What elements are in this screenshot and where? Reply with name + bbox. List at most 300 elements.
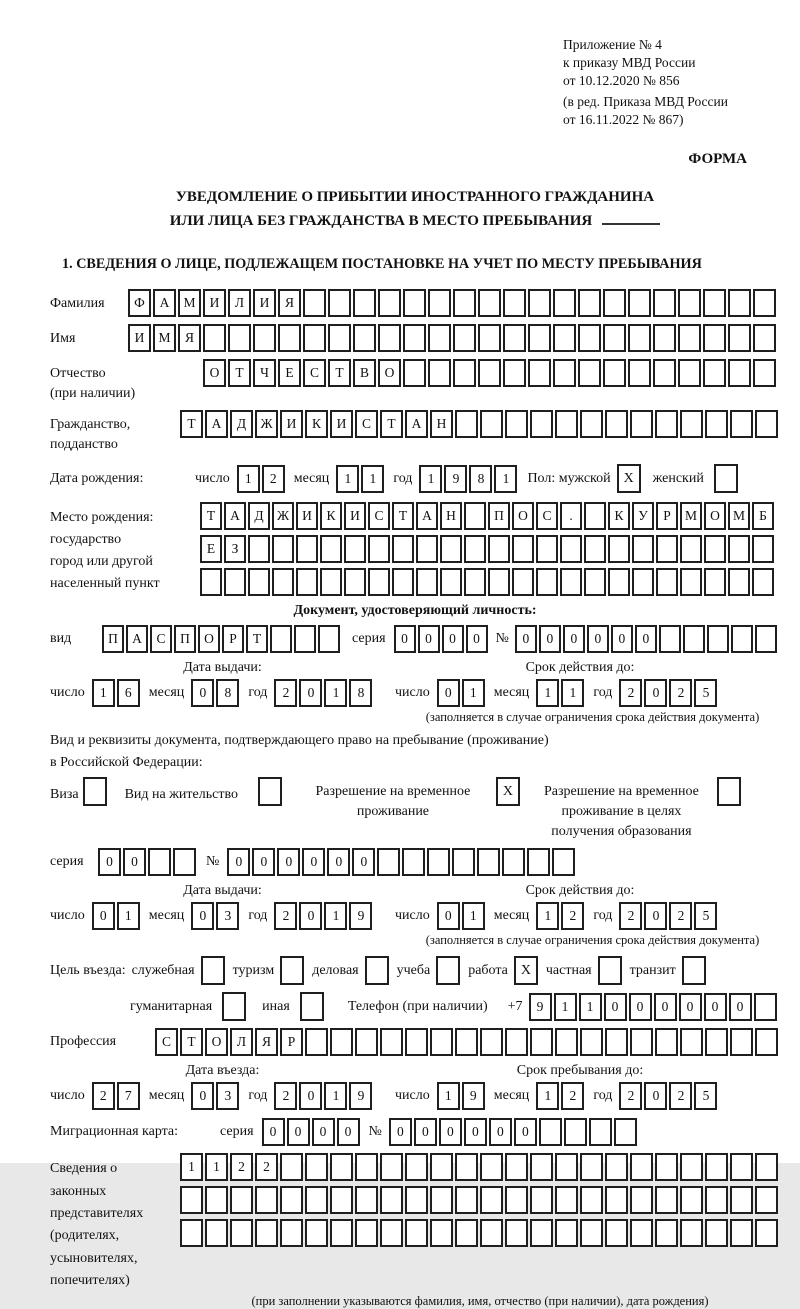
char-cell[interactable]: 5: [694, 679, 717, 707]
char-cell[interactable]: [560, 535, 582, 563]
char-cell[interactable]: [705, 1219, 728, 1247]
char-cell[interactable]: [355, 1186, 378, 1214]
char-cell[interactable]: 2: [274, 902, 297, 930]
char-cell[interactable]: 0: [302, 848, 325, 876]
char-cell[interactable]: 2: [669, 902, 692, 930]
char-cell[interactable]: [584, 568, 606, 596]
char-cell[interactable]: [632, 568, 654, 596]
char-cell[interactable]: [368, 535, 390, 563]
char-cell[interactable]: [728, 359, 751, 387]
char-cell[interactable]: 3: [216, 902, 239, 930]
sex-male-checkbox[interactable]: X: [617, 464, 641, 493]
char-cell[interactable]: [405, 1028, 428, 1056]
char-cell[interactable]: [203, 324, 226, 352]
char-cell[interactable]: 0: [439, 1118, 462, 1146]
char-cell[interactable]: М: [178, 289, 201, 317]
char-cell[interactable]: 0: [299, 902, 322, 930]
char-cell[interactable]: [530, 1186, 553, 1214]
char-cell[interactable]: Р: [222, 625, 244, 653]
char-cell[interactable]: [505, 1186, 528, 1214]
char-cell[interactable]: [655, 1153, 678, 1181]
char-cell[interactable]: С: [536, 502, 558, 530]
char-cell[interactable]: 9: [444, 465, 467, 493]
purpose-private-checkbox[interactable]: [598, 956, 622, 985]
char-cell[interactable]: [455, 1219, 478, 1247]
sex-female-checkbox[interactable]: [714, 464, 738, 493]
char-cell[interactable]: [630, 1028, 653, 1056]
char-cell[interactable]: 0: [191, 902, 214, 930]
char-cell[interactable]: [505, 1153, 528, 1181]
char-cell[interactable]: [512, 568, 534, 596]
char-cell[interactable]: [605, 1186, 628, 1214]
char-cell[interactable]: [303, 289, 326, 317]
char-cell[interactable]: [628, 359, 651, 387]
char-cell[interactable]: [680, 535, 702, 563]
char-cell[interactable]: [630, 1219, 653, 1247]
char-cell[interactable]: [580, 1219, 603, 1247]
char-cell[interactable]: 1: [536, 679, 559, 707]
char-cell[interactable]: С: [355, 410, 378, 438]
char-cell[interactable]: 2: [619, 679, 642, 707]
char-cell[interactable]: [530, 410, 553, 438]
char-cell[interactable]: [555, 1219, 578, 1247]
char-cell[interactable]: Б: [752, 502, 774, 530]
char-cell[interactable]: [478, 289, 501, 317]
char-cell[interactable]: 1: [361, 465, 384, 493]
char-cell[interactable]: 1: [419, 465, 442, 493]
char-cell[interactable]: [730, 1153, 753, 1181]
char-cell[interactable]: [330, 1219, 353, 1247]
char-cell[interactable]: [578, 324, 601, 352]
char-cell[interactable]: [603, 289, 626, 317]
char-cell[interactable]: [656, 568, 678, 596]
char-cell[interactable]: 0: [352, 848, 375, 876]
char-cell[interactable]: [653, 289, 676, 317]
char-cell[interactable]: [353, 324, 376, 352]
char-cell[interactable]: [731, 625, 753, 653]
char-cell[interactable]: [754, 993, 777, 1021]
char-cell[interactable]: Т: [328, 359, 351, 387]
char-cell[interactable]: [553, 359, 576, 387]
char-cell[interactable]: [530, 1153, 553, 1181]
char-cell[interactable]: 0: [635, 625, 657, 653]
char-cell[interactable]: [705, 1186, 728, 1214]
char-cell[interactable]: 1: [180, 1153, 203, 1181]
char-cell[interactable]: Р: [656, 502, 678, 530]
char-cell[interactable]: 9: [462, 1082, 485, 1110]
char-cell[interactable]: [478, 324, 501, 352]
char-cell[interactable]: [464, 535, 486, 563]
char-cell[interactable]: [705, 410, 728, 438]
char-cell[interactable]: [148, 848, 171, 876]
char-cell[interactable]: Л: [228, 289, 251, 317]
char-cell[interactable]: [680, 1028, 703, 1056]
char-cell[interactable]: [678, 324, 701, 352]
char-cell[interactable]: [608, 535, 630, 563]
char-cell[interactable]: [528, 324, 551, 352]
char-cell[interactable]: [377, 848, 400, 876]
char-cell[interactable]: О: [378, 359, 401, 387]
char-cell[interactable]: [703, 359, 726, 387]
char-cell[interactable]: [527, 848, 550, 876]
char-cell[interactable]: Я: [278, 289, 301, 317]
char-cell[interactable]: [505, 410, 528, 438]
char-cell[interactable]: А: [153, 289, 176, 317]
char-cell[interactable]: [755, 1153, 778, 1181]
char-cell[interactable]: [380, 1153, 403, 1181]
char-cell[interactable]: [680, 1153, 703, 1181]
char-cell[interactable]: П: [174, 625, 196, 653]
char-cell[interactable]: 3: [216, 1082, 239, 1110]
char-cell[interactable]: 1: [336, 465, 359, 493]
char-cell[interactable]: [205, 1219, 228, 1247]
char-cell[interactable]: К: [305, 410, 328, 438]
char-cell[interactable]: 0: [437, 679, 460, 707]
purpose-other-checkbox[interactable]: [300, 992, 324, 1021]
char-cell[interactable]: [180, 1219, 203, 1247]
char-cell[interactable]: М: [153, 324, 176, 352]
char-cell[interactable]: Т: [180, 1028, 203, 1056]
char-cell[interactable]: [630, 410, 653, 438]
char-cell[interactable]: Н: [440, 502, 462, 530]
char-cell[interactable]: П: [102, 625, 124, 653]
char-cell[interactable]: 0: [587, 625, 609, 653]
char-cell[interactable]: [355, 1153, 378, 1181]
char-cell[interactable]: [430, 1186, 453, 1214]
char-cell[interactable]: [392, 568, 414, 596]
char-cell[interactable]: [200, 568, 222, 596]
visa-checkbox[interactable]: [83, 777, 107, 806]
char-cell[interactable]: 0: [442, 625, 464, 653]
char-cell[interactable]: [455, 1028, 478, 1056]
char-cell[interactable]: [355, 1028, 378, 1056]
char-cell[interactable]: [330, 1186, 353, 1214]
char-cell[interactable]: 1: [237, 465, 260, 493]
char-cell[interactable]: 0: [418, 625, 440, 653]
char-cell[interactable]: А: [224, 502, 246, 530]
char-cell[interactable]: [205, 1186, 228, 1214]
char-cell[interactable]: [730, 1219, 753, 1247]
char-cell[interactable]: [512, 535, 534, 563]
char-cell[interactable]: [614, 1118, 637, 1146]
char-cell[interactable]: [344, 568, 366, 596]
char-cell[interactable]: Н: [430, 410, 453, 438]
char-cell[interactable]: [655, 1186, 678, 1214]
char-cell[interactable]: [228, 324, 251, 352]
char-cell[interactable]: 1: [324, 1082, 347, 1110]
char-cell[interactable]: [728, 535, 750, 563]
char-cell[interactable]: [703, 289, 726, 317]
char-cell[interactable]: 0: [704, 993, 727, 1021]
char-cell[interactable]: К: [608, 502, 630, 530]
char-cell[interactable]: [605, 1028, 628, 1056]
char-cell[interactable]: [380, 1028, 403, 1056]
char-cell[interactable]: 1: [324, 679, 347, 707]
char-cell[interactable]: [680, 1219, 703, 1247]
char-cell[interactable]: [678, 359, 701, 387]
char-cell[interactable]: [428, 324, 451, 352]
char-cell[interactable]: Я: [178, 324, 201, 352]
char-cell[interactable]: [752, 568, 774, 596]
char-cell[interactable]: [584, 502, 606, 530]
char-cell[interactable]: [455, 1186, 478, 1214]
char-cell[interactable]: [536, 535, 558, 563]
char-cell[interactable]: В: [353, 359, 376, 387]
char-cell[interactable]: [480, 1028, 503, 1056]
char-cell[interactable]: [305, 1219, 328, 1247]
char-cell[interactable]: [403, 324, 426, 352]
char-cell[interactable]: [455, 1153, 478, 1181]
char-cell[interactable]: 0: [644, 902, 667, 930]
char-cell[interactable]: [555, 1153, 578, 1181]
char-cell[interactable]: [705, 1153, 728, 1181]
char-cell[interactable]: [753, 324, 776, 352]
char-cell[interactable]: [655, 410, 678, 438]
char-cell[interactable]: [505, 1219, 528, 1247]
char-cell[interactable]: [728, 289, 751, 317]
char-cell[interactable]: [730, 1028, 753, 1056]
char-cell[interactable]: И: [330, 410, 353, 438]
char-cell[interactable]: [488, 568, 510, 596]
char-cell[interactable]: [680, 1186, 703, 1214]
char-cell[interactable]: [503, 324, 526, 352]
char-cell[interactable]: [280, 1153, 303, 1181]
char-cell[interactable]: [453, 324, 476, 352]
char-cell[interactable]: [328, 289, 351, 317]
char-cell[interactable]: .: [560, 502, 582, 530]
char-cell[interactable]: [730, 1186, 753, 1214]
char-cell[interactable]: [707, 625, 729, 653]
char-cell[interactable]: [480, 1153, 503, 1181]
purpose-business-trip-checkbox[interactable]: [201, 956, 225, 985]
char-cell[interactable]: 1: [462, 679, 485, 707]
char-cell[interactable]: С: [368, 502, 390, 530]
char-cell[interactable]: 0: [466, 625, 488, 653]
char-cell[interactable]: [440, 535, 462, 563]
char-cell[interactable]: 2: [255, 1153, 278, 1181]
char-cell[interactable]: [344, 535, 366, 563]
char-cell[interactable]: П: [488, 502, 510, 530]
char-cell[interactable]: [628, 289, 651, 317]
char-cell[interactable]: 0: [654, 993, 677, 1021]
char-cell[interactable]: С: [303, 359, 326, 387]
char-cell[interactable]: 0: [299, 679, 322, 707]
char-cell[interactable]: [378, 289, 401, 317]
purpose-tourism-checkbox[interactable]: [280, 956, 304, 985]
char-cell[interactable]: 1: [92, 679, 115, 707]
char-cell[interactable]: [405, 1153, 428, 1181]
char-cell[interactable]: [180, 1186, 203, 1214]
char-cell[interactable]: [728, 324, 751, 352]
char-cell[interactable]: [330, 1028, 353, 1056]
char-cell[interactable]: [580, 1186, 603, 1214]
char-cell[interactable]: 1: [561, 679, 584, 707]
char-cell[interactable]: [603, 324, 626, 352]
char-cell[interactable]: [528, 289, 551, 317]
char-cell[interactable]: 0: [287, 1118, 310, 1146]
char-cell[interactable]: 2: [561, 902, 584, 930]
char-cell[interactable]: 0: [123, 848, 146, 876]
char-cell[interactable]: 2: [669, 1082, 692, 1110]
char-cell[interactable]: [280, 1186, 303, 1214]
char-cell[interactable]: Т: [380, 410, 403, 438]
char-cell[interactable]: [753, 359, 776, 387]
char-cell[interactable]: [403, 359, 426, 387]
char-cell[interactable]: [659, 625, 681, 653]
char-cell[interactable]: 1: [117, 902, 140, 930]
char-cell[interactable]: И: [128, 324, 151, 352]
char-cell[interactable]: [294, 625, 316, 653]
char-cell[interactable]: Т: [180, 410, 203, 438]
char-cell[interactable]: О: [203, 359, 226, 387]
char-cell[interactable]: Д: [230, 410, 253, 438]
char-cell[interactable]: 0: [252, 848, 275, 876]
char-cell[interactable]: К: [320, 502, 342, 530]
char-cell[interactable]: [505, 1028, 528, 1056]
char-cell[interactable]: [464, 502, 486, 530]
char-cell[interactable]: 2: [274, 1082, 297, 1110]
char-cell[interactable]: О: [205, 1028, 228, 1056]
char-cell[interactable]: О: [704, 502, 726, 530]
char-cell[interactable]: 2: [262, 465, 285, 493]
char-cell[interactable]: 7: [117, 1082, 140, 1110]
char-cell[interactable]: [536, 568, 558, 596]
char-cell[interactable]: [753, 289, 776, 317]
char-cell[interactable]: [555, 1186, 578, 1214]
char-cell[interactable]: Т: [228, 359, 251, 387]
char-cell[interactable]: [605, 410, 628, 438]
char-cell[interactable]: [608, 568, 630, 596]
char-cell[interactable]: 1: [536, 902, 559, 930]
char-cell[interactable]: [305, 1186, 328, 1214]
char-cell[interactable]: И: [296, 502, 318, 530]
char-cell[interactable]: [580, 410, 603, 438]
char-cell[interactable]: У: [632, 502, 654, 530]
char-cell[interactable]: 0: [539, 625, 561, 653]
char-cell[interactable]: [553, 324, 576, 352]
char-cell[interactable]: [355, 1219, 378, 1247]
char-cell[interactable]: С: [150, 625, 172, 653]
char-cell[interactable]: [553, 289, 576, 317]
char-cell[interactable]: [539, 1118, 562, 1146]
char-cell[interactable]: [655, 1219, 678, 1247]
char-cell[interactable]: 0: [191, 679, 214, 707]
char-cell[interactable]: [328, 324, 351, 352]
char-cell[interactable]: 0: [277, 848, 300, 876]
char-cell[interactable]: [452, 848, 475, 876]
purpose-transit-checkbox[interactable]: [682, 956, 706, 985]
char-cell[interactable]: 1: [437, 1082, 460, 1110]
char-cell[interactable]: 0: [604, 993, 627, 1021]
char-cell[interactable]: [430, 1028, 453, 1056]
purpose-work-checkbox[interactable]: X: [514, 956, 538, 985]
char-cell[interactable]: [230, 1219, 253, 1247]
char-cell[interactable]: [303, 324, 326, 352]
char-cell[interactable]: [272, 535, 294, 563]
char-cell[interactable]: [480, 1186, 503, 1214]
char-cell[interactable]: [755, 1186, 778, 1214]
char-cell[interactable]: 9: [529, 993, 552, 1021]
char-cell[interactable]: 0: [92, 902, 115, 930]
char-cell[interactable]: М: [680, 502, 702, 530]
char-cell[interactable]: 0: [629, 993, 652, 1021]
char-cell[interactable]: [755, 1219, 778, 1247]
char-cell[interactable]: [428, 289, 451, 317]
char-cell[interactable]: 1: [462, 902, 485, 930]
char-cell[interactable]: [564, 1118, 587, 1146]
char-cell[interactable]: 9: [349, 902, 372, 930]
char-cell[interactable]: [305, 1028, 328, 1056]
char-cell[interactable]: 2: [619, 1082, 642, 1110]
char-cell[interactable]: Ф: [128, 289, 151, 317]
char-cell[interactable]: [578, 359, 601, 387]
char-cell[interactable]: 0: [262, 1118, 285, 1146]
char-cell[interactable]: [653, 359, 676, 387]
rvp-checkbox[interactable]: X: [496, 777, 520, 806]
char-cell[interactable]: А: [405, 410, 428, 438]
char-cell[interactable]: [605, 1219, 628, 1247]
char-cell[interactable]: [392, 535, 414, 563]
char-cell[interactable]: Р: [280, 1028, 303, 1056]
char-cell[interactable]: 0: [414, 1118, 437, 1146]
char-cell[interactable]: [728, 568, 750, 596]
char-cell[interactable]: [430, 1153, 453, 1181]
char-cell[interactable]: [402, 848, 425, 876]
char-cell[interactable]: 0: [98, 848, 121, 876]
char-cell[interactable]: [655, 1028, 678, 1056]
char-cell[interactable]: [589, 1118, 612, 1146]
char-cell[interactable]: Д: [248, 502, 270, 530]
char-cell[interactable]: [405, 1219, 428, 1247]
char-cell[interactable]: [680, 568, 702, 596]
char-cell[interactable]: 0: [644, 1082, 667, 1110]
char-cell[interactable]: И: [203, 289, 226, 317]
char-cell[interactable]: [580, 1028, 603, 1056]
purpose-study-checkbox[interactable]: [436, 956, 460, 985]
char-cell[interactable]: [380, 1186, 403, 1214]
char-cell[interactable]: О: [198, 625, 220, 653]
char-cell[interactable]: [430, 1219, 453, 1247]
char-cell[interactable]: [272, 568, 294, 596]
char-cell[interactable]: А: [126, 625, 148, 653]
char-cell[interactable]: [320, 568, 342, 596]
char-cell[interactable]: [416, 568, 438, 596]
char-cell[interactable]: [416, 535, 438, 563]
char-cell[interactable]: [730, 410, 753, 438]
char-cell[interactable]: [603, 359, 626, 387]
char-cell[interactable]: 9: [349, 1082, 372, 1110]
char-cell[interactable]: [455, 410, 478, 438]
char-cell[interactable]: [453, 359, 476, 387]
char-cell[interactable]: [270, 625, 292, 653]
char-cell[interactable]: [530, 1028, 553, 1056]
char-cell[interactable]: [704, 568, 726, 596]
char-cell[interactable]: [632, 535, 654, 563]
char-cell[interactable]: [296, 535, 318, 563]
char-cell[interactable]: З: [224, 535, 246, 563]
char-cell[interactable]: Ч: [253, 359, 276, 387]
char-cell[interactable]: [752, 535, 774, 563]
char-cell[interactable]: [378, 324, 401, 352]
char-cell[interactable]: [464, 568, 486, 596]
char-cell[interactable]: Ж: [272, 502, 294, 530]
char-cell[interactable]: [318, 625, 340, 653]
char-cell[interactable]: 0: [729, 993, 752, 1021]
char-cell[interactable]: Я: [255, 1028, 278, 1056]
char-cell[interactable]: [630, 1153, 653, 1181]
char-cell[interactable]: [555, 410, 578, 438]
char-cell[interactable]: [453, 289, 476, 317]
